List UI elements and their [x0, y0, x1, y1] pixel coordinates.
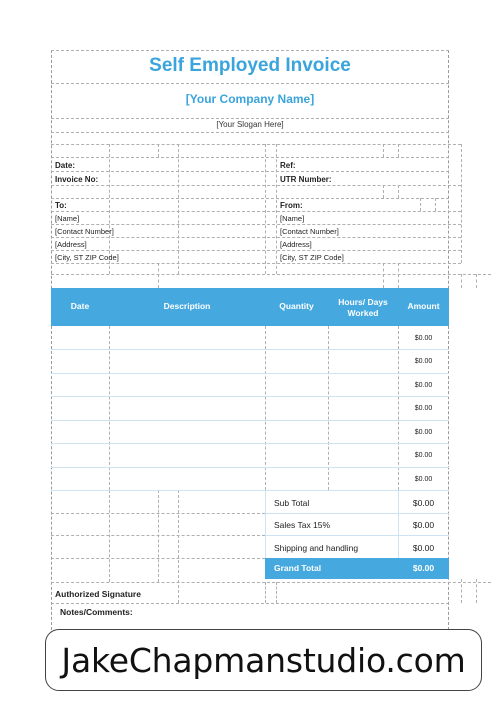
grid-line — [398, 144, 399, 157]
from-address[interactable]: [Address] — [280, 240, 312, 249]
table-row — [51, 373, 449, 374]
row-amount[interactable]: $0.00 — [414, 358, 433, 365]
grid-line — [51, 603, 449, 604]
watermark-banner: JakeChapmanstudio.com — [45, 629, 482, 691]
row-amount[interactable]: $0.00 — [414, 335, 433, 342]
column-header-quantity: Quantity — [279, 301, 314, 312]
grid-line — [51, 118, 449, 119]
grid-line — [398, 185, 399, 198]
invoice-no-label: Invoice No: — [55, 175, 99, 184]
grid-line — [461, 274, 462, 288]
grid-line — [328, 326, 329, 490]
row-amount[interactable]: $0.00 — [414, 382, 433, 389]
row-amount[interactable]: $0.00 — [414, 429, 433, 436]
grid-line — [265, 144, 266, 274]
notes-comments-label: Notes/Comments: — [60, 607, 133, 617]
summary-divider — [265, 535, 449, 536]
grid-line — [276, 582, 277, 603]
utr-number-label: UTR Number: — [280, 175, 332, 184]
grid-line — [476, 579, 477, 603]
invoice-title: Self Employed Invoice — [149, 55, 351, 76]
shipping-value: $0.00 — [412, 543, 435, 553]
company-slogan[interactable]: [Your Slogan Here] — [216, 120, 284, 129]
summary-divider — [265, 513, 449, 514]
grid-line — [265, 582, 266, 603]
grand-total-label: Grand Total — [274, 563, 322, 573]
table-row — [51, 420, 449, 421]
sales-tax-label: Sales Tax 15% — [274, 520, 331, 530]
grid-line — [51, 171, 449, 172]
grid-line — [178, 490, 179, 603]
column-header-amount: Amount — [407, 301, 440, 312]
company-name[interactable]: [Your Company Name] — [185, 92, 315, 106]
grid-line — [51, 211, 461, 212]
grid-line — [51, 237, 461, 238]
table-row — [51, 490, 449, 491]
grid-line — [461, 144, 462, 263]
column-header-date: Date — [70, 301, 90, 312]
grid-line — [109, 326, 110, 490]
from-contact-number[interactable]: [Contact Number] — [280, 227, 339, 236]
grid-line — [158, 490, 159, 582]
table-row — [51, 443, 449, 444]
grid-line — [398, 263, 399, 288]
date-label: Date: — [55, 161, 76, 170]
from-city[interactable]: [City, ST ZIP Code] — [280, 253, 344, 262]
grand-total-value: $0.00 — [412, 563, 435, 573]
grid-line — [51, 144, 461, 145]
subtotal-value: $0.00 — [412, 498, 435, 508]
grid-line — [51, 83, 449, 84]
table-row — [51, 467, 449, 468]
table-row — [51, 396, 449, 397]
grid-line — [51, 224, 461, 225]
to-city[interactable]: [City, ST ZIP Code] — [55, 253, 119, 262]
column-header-hours-days-worked: Hours/ Days Worked — [338, 296, 388, 318]
shipping-label: Shipping and handling — [274, 543, 359, 553]
summary-border — [265, 490, 266, 558]
grid-line — [51, 185, 461, 186]
grid-line — [461, 579, 462, 603]
grid-line — [158, 263, 159, 288]
row-amount[interactable]: $0.00 — [414, 476, 433, 483]
grid-line — [476, 274, 477, 288]
grid-line — [51, 582, 491, 583]
grid-line — [383, 185, 384, 198]
grid-line — [383, 263, 384, 288]
grid-line — [420, 198, 421, 211]
grid-line — [276, 144, 277, 274]
grid-line — [51, 263, 461, 264]
grid-line — [51, 157, 449, 158]
to-name[interactable]: [Name] — [55, 214, 80, 223]
column-header-description: Description — [163, 301, 211, 312]
sales-tax-value: $0.00 — [412, 520, 435, 530]
from-label: From: — [280, 201, 303, 210]
items-table-body — [51, 326, 449, 490]
grid-line — [51, 274, 491, 275]
to-address[interactable]: [Address] — [55, 240, 87, 249]
grid-line — [435, 198, 436, 211]
grid-line — [51, 132, 449, 133]
grid-line — [51, 50, 449, 51]
grand-total-row — [265, 558, 449, 579]
subtotal-label: Sub Total — [274, 498, 310, 508]
authorized-signature-label: Authorized Signature — [55, 589, 141, 599]
grid-line — [109, 490, 110, 582]
items-table-header — [51, 288, 449, 326]
to-label: To: — [55, 201, 67, 210]
ref-label: Ref: — [280, 161, 296, 170]
grid-line — [265, 326, 266, 490]
grid-line — [178, 144, 179, 274]
grid-line — [158, 144, 159, 157]
to-contact-number[interactable]: [Contact Number] — [55, 227, 114, 236]
row-amount[interactable]: $0.00 — [414, 452, 433, 459]
grid-line — [383, 144, 384, 157]
table-row — [51, 349, 449, 350]
grid-line — [51, 198, 449, 199]
grid-line — [51, 250, 461, 251]
from-name[interactable]: [Name] — [280, 214, 305, 223]
row-amount[interactable]: $0.00 — [414, 405, 433, 412]
